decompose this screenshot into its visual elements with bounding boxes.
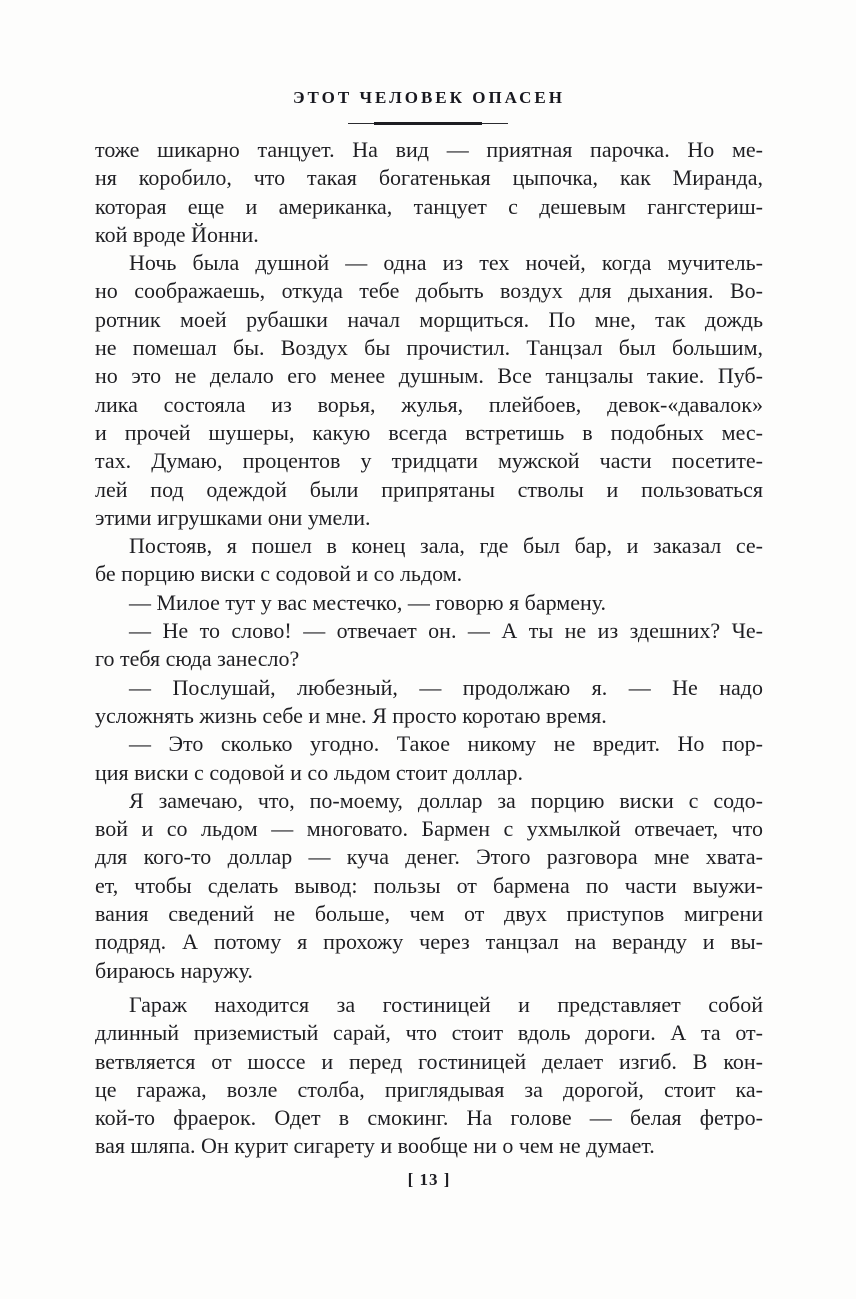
text-line: которая еще и американка, танцует с дешевым гангстериш- <box>95 193 763 219</box>
text-line: усложнять жизнь себе и мне. Я просто коротаю время. <box>95 702 607 728</box>
text-line: длинный приземистый сарай, что стоит вдоль дороги. А та от- <box>95 1020 763 1046</box>
paragraph <box>95 991 763 1161</box>
paragraph <box>95 589 763 617</box>
text-line: кой вроде Йонни. <box>95 221 259 247</box>
text-line: лей под одеждой были припрятаны стволы и пользоваться <box>95 476 763 502</box>
text-line: го тебя сюда занесло? <box>95 646 300 672</box>
header-rule-ornament <box>348 122 508 126</box>
text-line: бе порцию виски с содовой и со льдом. <box>95 561 463 587</box>
text-line: ня коробило, что такая богатенькая цыпочка, как Миранда, <box>95 165 763 191</box>
text-line: подряд. А потому я прохожу через танцзал на веранду и вы- <box>95 929 763 955</box>
paragraph <box>95 674 763 731</box>
text-line: Постояв, я пошел в конец зала, где был бар, и заказал се- <box>129 533 763 559</box>
text-line: — Милое тут у вас местечко, — говорю я бармену. <box>129 589 607 615</box>
text-line: бираюсь наружу. <box>95 957 253 983</box>
paragraph <box>95 249 763 532</box>
paragraph <box>95 617 763 674</box>
text-line: Ночь была душной — одна из тех ночей, когда мучитель- <box>129 250 763 276</box>
text-line: и прочей шушеры, какую всегда встретишь в подобных мес- <box>95 419 763 445</box>
page-number: [ 13 ] <box>407 1170 451 1189</box>
text-line: не помешал бы. Воздух бы прочистил. Танцзал был большим, <box>95 335 763 361</box>
text-line: вой и со льдом — многовато. Бармен с ухмылкой отвечает, что <box>95 816 763 842</box>
running-header: ЭТОТ ЧЕЛОВЕК ОПАСЕН <box>293 88 565 107</box>
text-line: этими игрушками они умели. <box>95 504 371 530</box>
header-rule-thick-line <box>374 122 482 125</box>
text-line: но это не делало его менее душным. Все танцзалы такие. Пуб- <box>95 363 763 389</box>
paragraph <box>95 136 763 249</box>
text-line: — Послушай, любезный, — продолжаю я. — Не надо <box>129 674 763 700</box>
text-line: тах. Думаю, процентов у тридцати мужской части посетите- <box>95 448 763 474</box>
text-line: Я замечаю, что, по-моему, доллар за порцию виски с содо- <box>129 787 763 813</box>
text-line: для кого-то доллар — куча денег. Этого разговора мне хвата- <box>95 844 763 870</box>
text-line: лика состояла из ворья, жулья, плейбоев, девок-«давалок» <box>95 391 763 417</box>
text-line: кой-то фраерок. Одет в смокинг. На голове — белая фетро- <box>95 1105 763 1131</box>
text-line: це гаража, возле столба, приглядывая за дорогой, стоит ка- <box>95 1076 763 1102</box>
paragraph <box>95 532 763 589</box>
text-line: ция виски с содовой и со льдом стоит доллар. <box>95 759 524 785</box>
text-line: Гараж находится за гостиницей и представляет собой <box>129 991 763 1017</box>
text-line: — Не то слово! — отвечает он. — А ты не из здешних? Че- <box>129 618 763 644</box>
paragraph <box>95 730 763 787</box>
text-line: — Это сколько угодно. Такое никому не вредит. Но пор- <box>129 731 763 757</box>
text-line: ротник моей рубашки начал морщиться. По мне, так дождь <box>95 306 763 332</box>
text-line: вая шляпа. Он курит сигарету и вообще ни о чем не думает. <box>95 1133 655 1159</box>
body-text <box>95 136 763 1161</box>
text-line: ет, чтобы сделать вывод: пользы от бармена по части выужи- <box>95 872 763 898</box>
paragraph <box>95 787 763 985</box>
text-line: вания сведений не больше, чем от двух приступов мигрени <box>95 901 763 927</box>
text-line: тоже шикарно танцует. На вид — приятная парочка. Но ме- <box>95 137 763 162</box>
text-line: ветвляется от шоссе и перед гостиницей делает изгиб. В кон- <box>95 1048 763 1074</box>
text-line: но соображаешь, откуда тебе добыть воздух для дыхания. Во- <box>95 278 763 304</box>
